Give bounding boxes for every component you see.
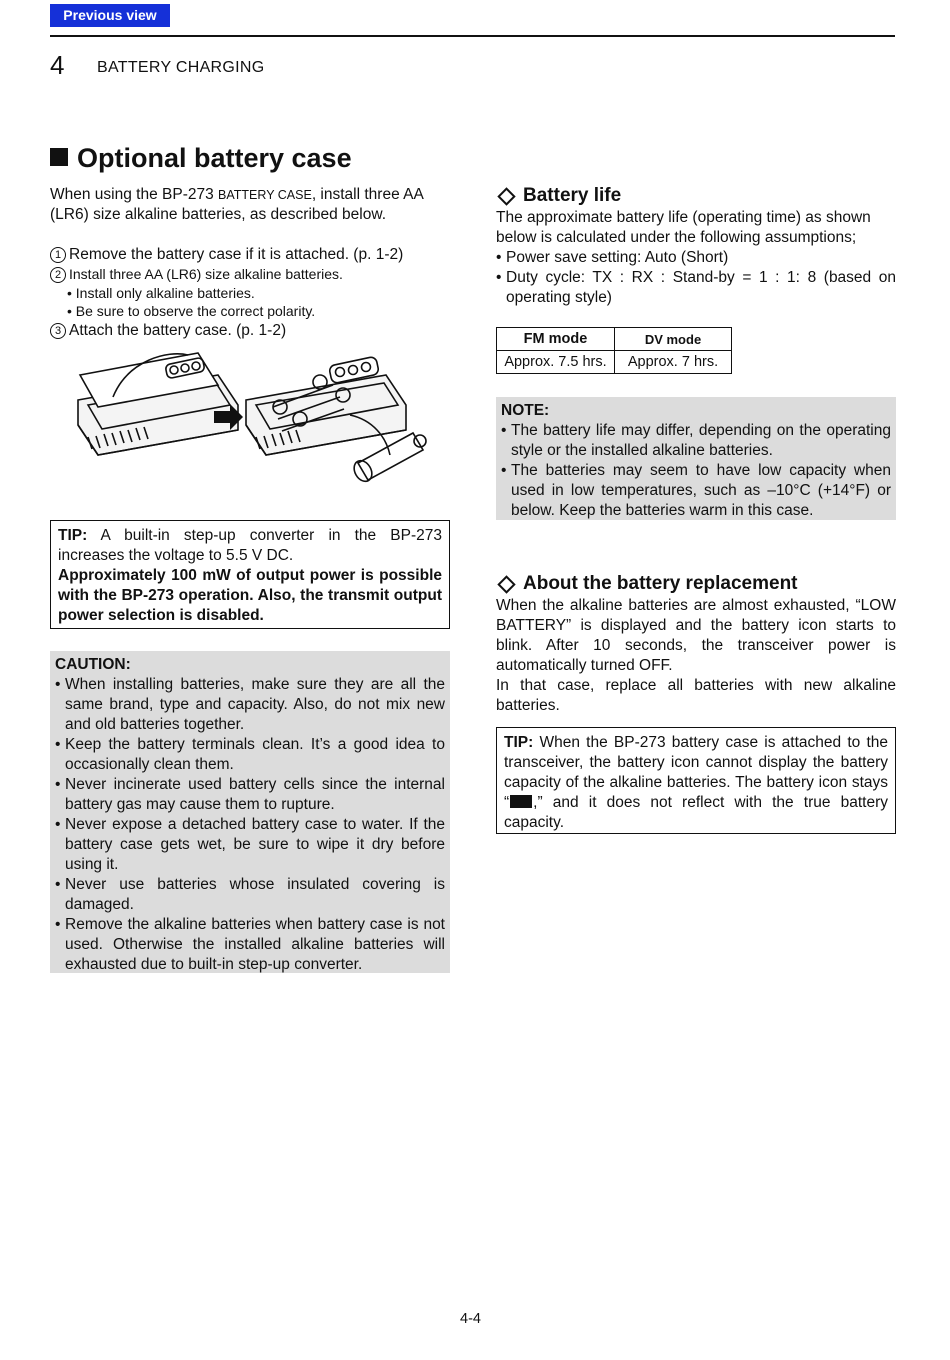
tip-label: TIP: <box>504 734 534 751</box>
caution-item: • Never incinerate used battery cells since the internal battery gas may cause them to rupture. <box>55 776 445 813</box>
replacement-paragraph-1: When the alkaline batteries are almost exhausted, “LOW BATTERY” is displayed and the battery icon starts to blink. After 10 seconds, the transceiver power is automatically turned OFF. <box>496 597 896 674</box>
step-2-sub-2: • Be sure to observe the correct polarity. <box>67 303 316 319</box>
assumption-item: • Power save setting: Auto (Short) <box>496 249 729 266</box>
replacement-section <box>496 572 896 716</box>
step-2-sub-1: • Install only alkaline batteries. <box>67 285 255 301</box>
battery-install-illustration <box>68 345 438 495</box>
step-number: 3 <box>50 323 66 339</box>
tip-text-post: ,” and it does not reflect with the true battery capacity. <box>504 794 888 831</box>
step-2 <box>50 265 450 284</box>
chapter-title: BATTERY CHARGING <box>97 59 265 76</box>
note-item: • The battery life may differ, depending on the operating style or the installed alkaline batteries. <box>501 422 891 459</box>
heading-text: Battery life <box>523 185 622 206</box>
caution-box <box>50 651 450 973</box>
replacement-heading <box>496 572 896 596</box>
battery-full-icon <box>510 795 532 808</box>
step-text: Attach the battery case. (p. 1-2) <box>69 322 287 339</box>
table-header-fm: FM mode <box>497 328 615 351</box>
step-1 <box>50 245 450 264</box>
battery-life-section <box>496 184 896 308</box>
caution-item: • Remove the alkaline batteries when battery case is not used. Otherwise the installed alkaline batteries will exhausted due to built-in step-up converter. <box>55 916 445 973</box>
table-cell-dv: Approx. 7 hrs. <box>615 351 732 374</box>
caution-item: • Never use batteries whose insulated covering is damaged. <box>55 876 445 913</box>
heading-text: About the battery replacement <box>523 573 798 594</box>
section-title-text: Optional battery case <box>77 143 352 173</box>
tip-label: TIP: <box>58 527 88 544</box>
note-item: • The batteries may seem to have low capacity when used in low temperatures, such as –10°C (+14°F) or below. Keep the batteries warm in this case. <box>501 462 891 519</box>
step-3 <box>50 321 450 340</box>
assumption-item: • Duty cycle: TX : RX : Stand-by = 1 : 1: 8 (based on operating style) <box>496 269 896 306</box>
tip-box-converter <box>50 520 450 629</box>
caution-label: CAUTION: <box>55 656 131 673</box>
tip-text: A built-in step-up converter in the BP-273 increases the voltage to 5.5 V DC. <box>58 527 442 564</box>
caution-item: • When installing batteries, make sure they are all the same brand, type and capacity. Also, do not mix new and old batteries together. <box>55 676 445 733</box>
battery-life-intro: The approximate battery life (operating time) as shown below is calculated under the following assumptions; <box>496 209 871 246</box>
page-number: 4-4 <box>460 1311 481 1327</box>
intro-paragraph <box>50 185 450 225</box>
square-bullet-icon <box>50 148 68 166</box>
battery-life-heading <box>496 184 896 208</box>
note-label: NOTE: <box>501 402 550 419</box>
step-text: Install three AA (LR6) size alkaline batteries. <box>69 266 343 282</box>
previous-view-button[interactable]: Previous view <box>50 4 170 27</box>
intro-text-post: , install three AA (LR6) size alkaline batteries, as described below. <box>50 186 423 223</box>
replacement-paragraph-2: In that case, replace all batteries with new alkaline batteries. <box>496 677 896 714</box>
table-cell-fm: Approx. 7.5 hrs. <box>497 351 615 374</box>
install-steps <box>50 245 450 340</box>
table-header-dv: DV mode <box>615 328 732 351</box>
battery-life-table <box>496 327 732 374</box>
diamond-icon <box>497 187 515 205</box>
tip-bold-text: Approximately 100 mW of output power is possible with the BP-273 operation. Also, the transmit output power selection is disabled. <box>58 567 442 624</box>
intro-text-pre: When using the BP-273 <box>50 186 219 203</box>
tip-box-battery-icon <box>496 727 896 834</box>
step-number: 1 <box>50 247 66 263</box>
header-rule <box>50 35 895 37</box>
intro-smallcaps: BATTERY CASE <box>218 188 312 202</box>
step-number: 2 <box>50 267 66 283</box>
diamond-icon <box>497 575 515 593</box>
tip-text-pre: When the BP-273 battery case is attached to the transceiver, the battery icon cannot display the battery capacity of the alkaline batteries. The battery icon stays “ <box>504 734 888 811</box>
caution-item: • Never expose a detached battery case to water. If the battery case gets wet, be sure to wipe it dry before using it. <box>55 816 445 873</box>
note-box <box>496 397 896 520</box>
caution-item: • Keep the battery terminals clean. It’s a good idea to occasionally clean them. <box>55 736 445 773</box>
section-title <box>50 140 352 176</box>
step-text: Remove the battery case if it is attached. (p. 1-2) <box>69 246 404 263</box>
chapter-number: 4 <box>50 50 65 80</box>
